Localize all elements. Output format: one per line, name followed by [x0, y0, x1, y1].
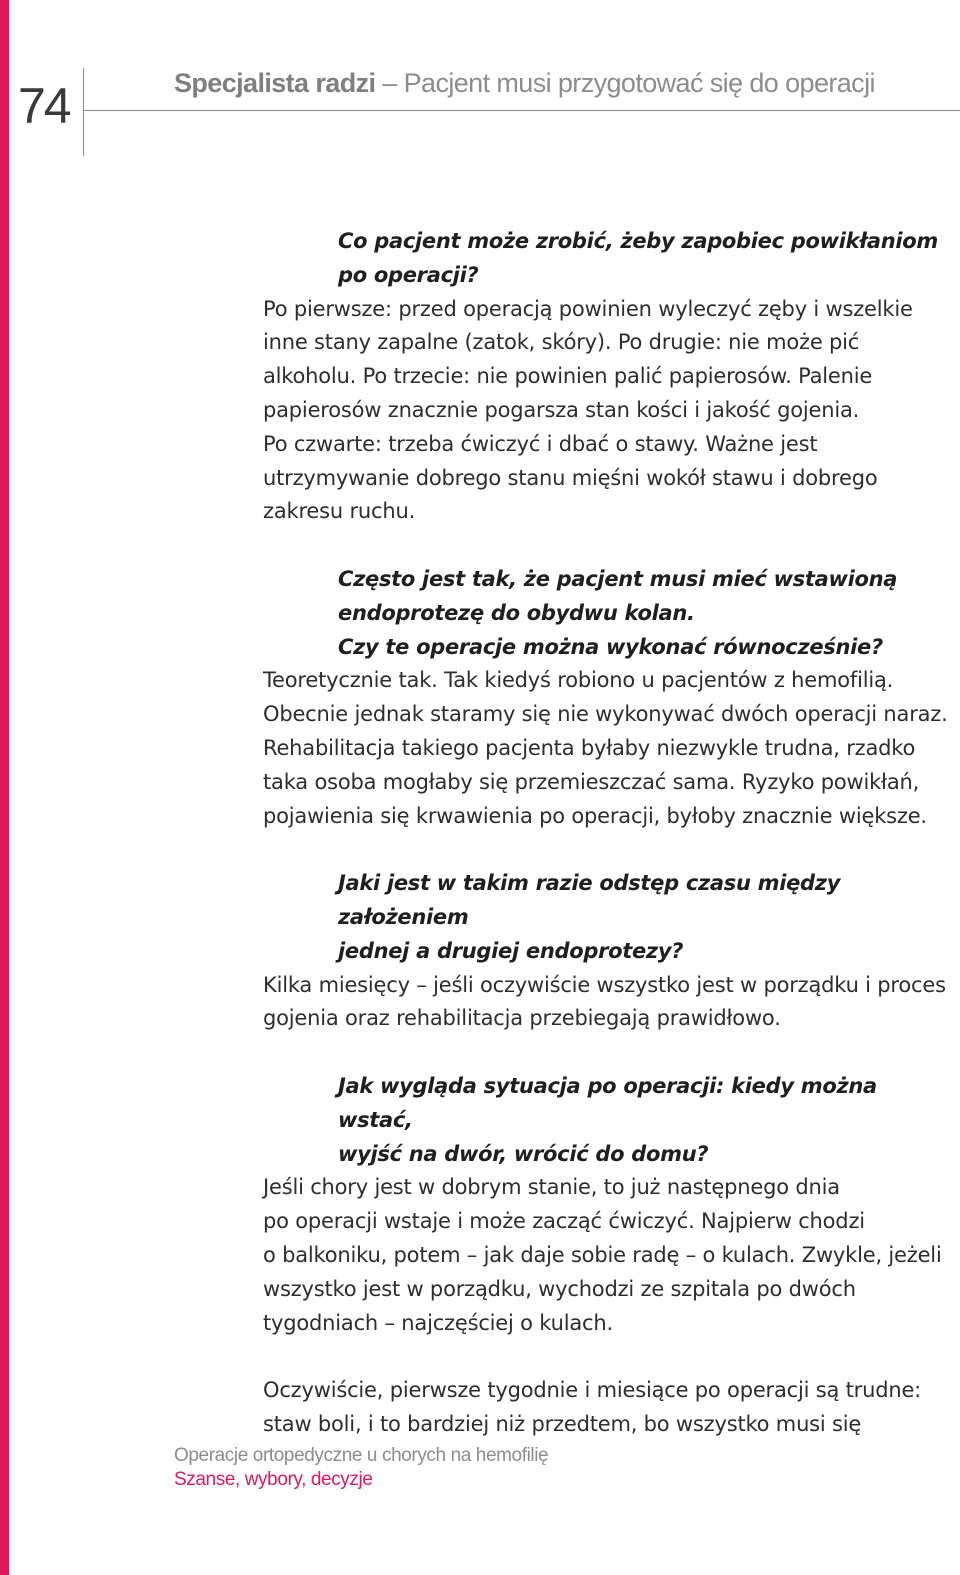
answer-line: tygodniach – najczęściej o kulach.	[263, 1310, 613, 1335]
qa-section	[263, 225, 953, 529]
page-number: 74	[18, 78, 70, 134]
qa-section	[263, 563, 953, 833]
question-line: wyjść na dwór, wrócić do domu?	[338, 1141, 709, 1166]
paragraph-gap	[263, 529, 953, 563]
question-line: Jak wygląda sytuacja po operacji: kiedy można wstać,	[338, 1073, 877, 1132]
answer-line: zakresu ruchu.	[263, 499, 416, 524]
paragraph-gap	[263, 1036, 953, 1070]
answer-line: inne stany zapalne (zatok, skóry). Po drugie: nie może pić	[263, 330, 860, 355]
answer-line: Po czwarte: trzeba ćwiczyć i dbać o stawy. Ważne jest	[263, 431, 818, 456]
accent-side-bar	[0, 0, 9, 1575]
footer-book-title: Operacje ortopedyczne u chorych na hemofilię	[174, 1445, 549, 1466]
closing-paragraph	[263, 1374, 953, 1442]
paragraph-gap	[263, 833, 953, 867]
main-content	[263, 225, 953, 1442]
question-line: endoprotezę do obydwu kolan.	[338, 600, 695, 625]
answer-line: o balkoniku, potem – jak daje sobie radę – o kulach. Zwykle, jeżeli	[263, 1242, 942, 1267]
footer-book-subtitle: Szanse, wybory, decyzje	[174, 1469, 373, 1490]
header-title-rest: – Pacjent musi przygotować się do operacji	[375, 68, 875, 98]
answer-line: papierosów znacznie pogarsza stan kości i jakość gojenia.	[263, 397, 860, 422]
answer-line: Rehabilitacja takiego pacjenta byłaby niezwykle trudna, rzadko	[263, 735, 916, 760]
paragraph-line: Oczywiście, pierwsze tygodnie i miesiące po operacji są trudne:	[263, 1378, 922, 1403]
answer-line: pojawienia się krwawienia po operacji, byłoby znacznie większe.	[263, 803, 927, 828]
answer-line: Teoretycznie tak. Tak kiedyś robiono u pacjentów z hemofilią.	[263, 668, 894, 693]
answer-line: utrzymywanie dobrego stanu mięśni wokół stawu i dobrego	[263, 465, 878, 490]
paragraph-line: staw boli, i to bardziej niż przedtem, bo wszystko musi się	[263, 1411, 862, 1436]
header-vertical-rule	[83, 68, 84, 156]
qa-section	[263, 867, 953, 1036]
answer-line: po operacji wstaje i może zacząć ćwiczyć. Najpierw chodzi	[263, 1209, 865, 1234]
answer-line: alkoholu. Po trzecie: nie powinien palić papierosów. Palenie	[263, 364, 873, 389]
paragraph-gap	[263, 1340, 953, 1374]
question-line: Często jest tak, że pacjent musi mieć wstawioną	[338, 566, 898, 591]
answer-line: Po pierwsze: przed operacją powinien wyleczyć zęby i wszelkie	[263, 296, 913, 321]
qa-section	[263, 1070, 953, 1340]
header-title-bold: Specjalista radzi	[174, 68, 376, 98]
question-line: Jaki jest w takim razie odstęp czasu między założeniem	[338, 871, 841, 929]
answer-line: wszystko jest w porządku, wychodzi ze szpitala po dwóch	[263, 1276, 856, 1301]
question-line: Czy te operacje można wykonać równocześnie?	[338, 634, 883, 659]
answer-line: Kilka miesięcy – jeśli oczywiście wszystko jest w porządku i proces	[263, 972, 946, 997]
question-line: po operacji?	[338, 262, 479, 287]
answer-line: gojenia oraz rehabilitacja przebiegają prawidłowo.	[263, 1006, 781, 1031]
running-footer	[174, 1444, 548, 1492]
header-horizontal-rule	[83, 110, 960, 111]
question-line: Co pacjent może zrobić, żeby zapobiec powikłaniom	[338, 229, 939, 253]
answer-line: Jeśli chory jest w dobrym stanie, to już następnego dnia	[263, 1175, 840, 1200]
answer-line: taka osoba mogłaby się przemieszczać sama. Ryzyko powikłań,	[263, 769, 920, 794]
answer-line: Obecnie jednak staramy się nie wykonywać dwóch operacji naraz.	[263, 702, 948, 727]
running-header	[174, 66, 875, 100]
question-line: jednej a drugiej endoprotezy?	[338, 938, 684, 963]
